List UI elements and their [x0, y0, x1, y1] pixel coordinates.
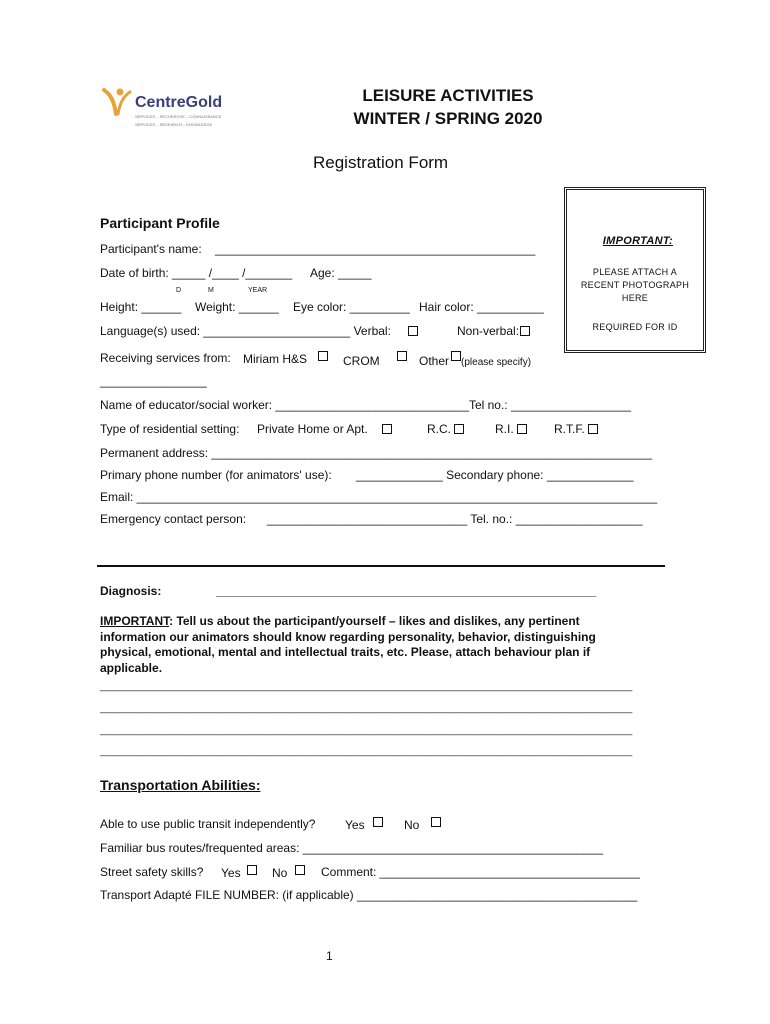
height-field[interactable]: Height: ______	[100, 300, 182, 314]
form-subtitle: Registration Form	[313, 153, 449, 172]
miriam-option[interactable]	[243, 351, 328, 366]
language-label: Language(s) used: ______________________ Verbal:	[100, 324, 391, 338]
important-note	[100, 614, 630, 676]
safety-no-label: No	[272, 866, 288, 880]
logo-tagline-2: SERVICES – RESEARCH – KNOWLEDGE	[135, 122, 213, 127]
logo-tagline-1: SERVICES – RECHERCHE – CONNAISSANCE	[135, 114, 222, 119]
language-field[interactable]	[100, 324, 418, 338]
dob-year-hint: YEAR	[248, 287, 268, 294]
educator-field[interactable]: Name of educator/social worker: _____________________________Tel no.: __________________	[100, 398, 632, 412]
comment-field[interactable]: Comment: _______________________________________	[321, 865, 640, 879]
rc-checkbox[interactable]	[454, 424, 464, 434]
logo-name: CentreGold	[135, 94, 223, 111]
emergency-contact-field[interactable]: ______________________________ Tel. no.: ___________________	[267, 512, 643, 526]
emergency-contact-label: Emergency contact person:	[100, 512, 247, 526]
rtf-label: R.T.F.	[554, 422, 585, 436]
age-field[interactable]: Age: _____	[310, 266, 372, 280]
ri-option[interactable]	[495, 422, 527, 436]
photo-box-heading: IMPORTANT:	[602, 235, 673, 247]
participant-name-label: Participant's name:	[100, 242, 202, 256]
other-checkbox[interactable]	[451, 351, 461, 361]
diagnosis-field[interactable]: _________________________________________________________	[216, 584, 597, 598]
transit-no-option[interactable]	[404, 817, 441, 832]
diagnosis-label: Diagnosis:	[100, 584, 162, 598]
transit-label: Able to use public transit independently?	[100, 817, 316, 831]
rc-label: R.C.	[427, 422, 451, 436]
residential-label: Type of residential setting:	[100, 422, 240, 436]
street-safety-label: Street safety skills?	[100, 865, 204, 879]
private-home-option[interactable]	[257, 422, 392, 436]
notes-line-3[interactable]: _______________________________________________________________________________________	[100, 724, 633, 736]
services-label: Receiving services from:	[100, 351, 231, 365]
transit-yes-label: Yes	[345, 818, 365, 832]
email-field[interactable]: Email: ______________________________________________________________________________	[100, 490, 658, 504]
photo-box-line-1: PLEASE ATTACH A	[592, 267, 678, 277]
crom-label: CROM	[343, 354, 380, 368]
eye-color-field[interactable]: Eye color: _________	[293, 300, 410, 314]
photo-box-line-2: RECENT PHOTOGRAPH	[580, 280, 690, 290]
important-word: IMPORTANT	[100, 614, 170, 628]
ri-checkbox[interactable]	[517, 424, 527, 434]
safety-yes-label: Yes	[221, 866, 241, 880]
safety-no-checkbox[interactable]	[295, 865, 305, 875]
transport-adapte-field[interactable]: Transport Adapté FILE NUMBER: (if applicable) __________________________________________	[100, 888, 638, 902]
ri-label: R.I.	[495, 422, 514, 436]
other-specify-field[interactable]: ________________	[100, 374, 207, 388]
private-home-label: Private Home or Apt.	[257, 422, 368, 436]
private-home-checkbox[interactable]	[382, 424, 392, 434]
miriam-checkbox[interactable]	[318, 351, 328, 361]
verbal-checkbox[interactable]	[408, 326, 418, 336]
photo-box-line-4: REQUIRED FOR ID	[592, 322, 678, 332]
rtf-checkbox[interactable]	[588, 424, 598, 434]
transit-no-label: No	[404, 818, 420, 832]
notes-line-4[interactable]: _______________________________________________________________________________________	[100, 745, 633, 757]
transit-yes-checkbox[interactable]	[373, 817, 383, 827]
rtf-option[interactable]	[554, 422, 598, 436]
participant-name-field[interactable]: ________________________________________________	[215, 242, 536, 256]
section-participant-profile: Participant Profile	[100, 215, 220, 231]
safety-yes-checkbox[interactable]	[247, 865, 257, 875]
transit-yes-option[interactable]	[345, 817, 383, 832]
other-label: Other	[419, 354, 450, 368]
rc-option[interactable]	[427, 422, 464, 436]
please-specify-label: (please specify)	[461, 357, 532, 368]
dob-day-hint: D	[176, 287, 182, 294]
primary-phone-label: Primary phone number (for animators' use):	[100, 468, 332, 482]
bus-routes-field[interactable]: Familiar bus routes/frequented areas: _____________________________________________	[100, 841, 604, 855]
nonverbal-option[interactable]	[457, 324, 530, 338]
section-transportation: Transportation Abilities:	[100, 777, 261, 793]
photo-attach-box	[564, 187, 706, 353]
safety-yes-option[interactable]	[221, 865, 257, 880]
date-of-birth-field[interactable]: Date of birth: _____ /____ /_______	[100, 266, 293, 280]
photo-box-line-3: HERE	[621, 293, 649, 303]
notes-line-2[interactable]: _______________________________________________________________________________________	[100, 702, 633, 714]
page-number: 1	[326, 949, 333, 963]
crom-option[interactable]	[343, 351, 407, 368]
important-text: : Tell us about the participant/yourself – likes and dislikes, any pertinent information our animators should know regarding personality, behavior, distinguishing physical, emotional, mental and intellectual traits, etc. Please, attach behaviour plan if applicable.	[100, 614, 596, 675]
title-line-1: LEISURE ACTIVITIES	[362, 86, 534, 105]
weight-field[interactable]: Weight: ______	[195, 300, 279, 314]
section-divider	[97, 565, 665, 567]
title-line-2: WINTER / SPRING 2020	[353, 109, 543, 128]
miriam-label: Miriam H&S	[243, 352, 308, 366]
safety-no-option[interactable]	[272, 865, 305, 880]
transit-no-checkbox[interactable]	[431, 817, 441, 827]
other-option[interactable]	[419, 351, 531, 368]
dob-month-hint: M	[208, 287, 214, 294]
phone-fields[interactable]: _____________ Secondary phone: _____________	[356, 468, 634, 482]
nonverbal-label: Non-verbal:	[457, 324, 520, 338]
notes-line-1[interactable]: _______________________________________________________________________________________	[100, 680, 633, 692]
crom-checkbox[interactable]	[397, 351, 407, 361]
permanent-address-field[interactable]: Permanent address: __________________________________________________________________	[100, 446, 652, 460]
nonverbal-checkbox[interactable]	[520, 326, 530, 336]
hair-color-field[interactable]: Hair color: __________	[419, 300, 544, 314]
logo-figure-icon	[100, 84, 134, 118]
